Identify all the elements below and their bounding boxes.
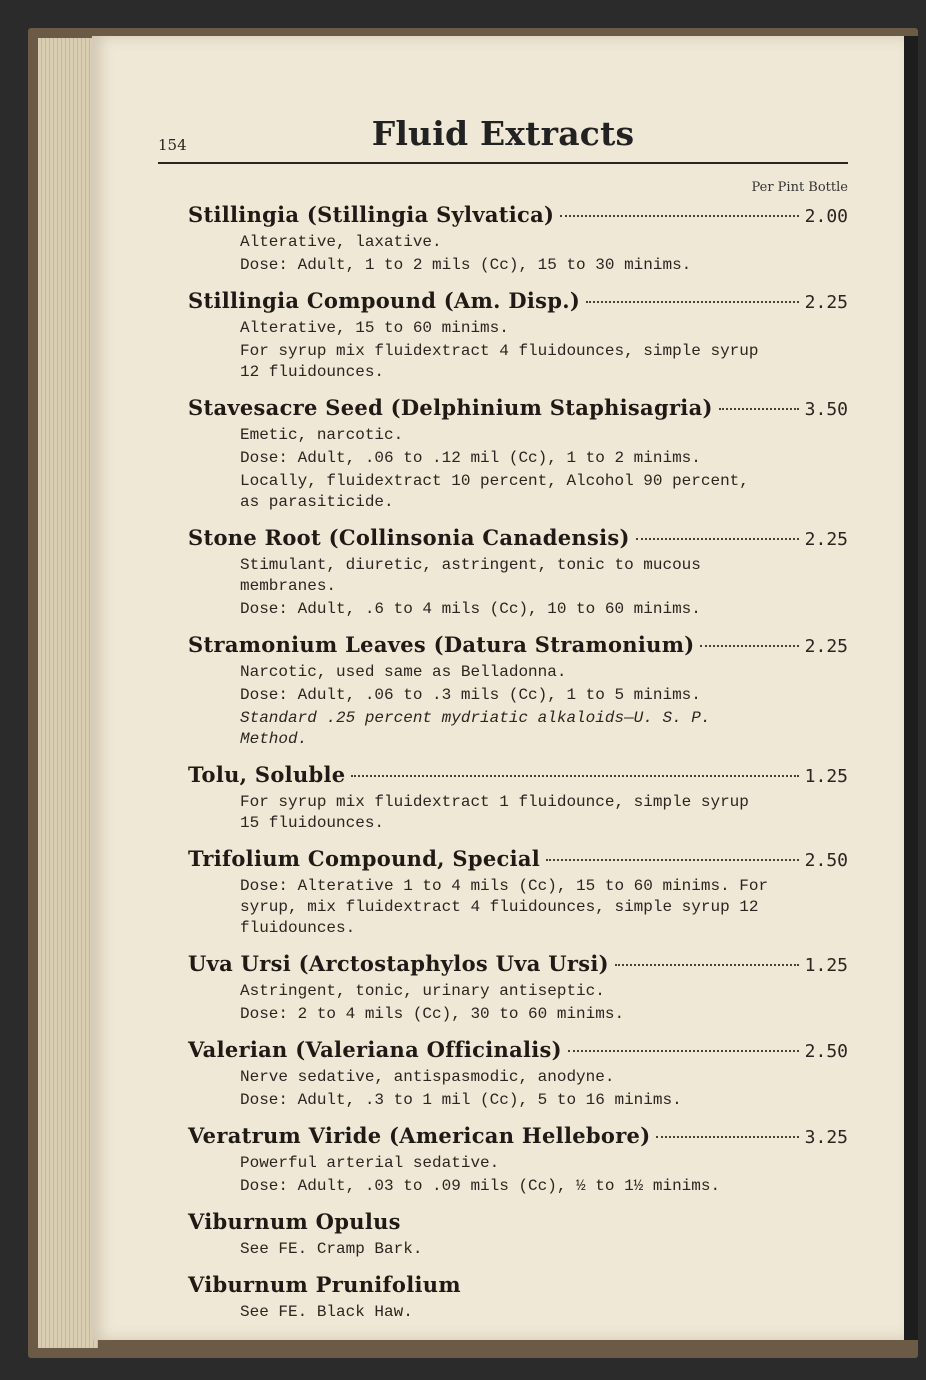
- leader-dots: [719, 408, 799, 410]
- description-line: Astringent, tonic, urinary antiseptic.: [240, 982, 605, 1000]
- entry-price: 2.00: [804, 206, 848, 227]
- description-line: For syrup mix fluidextract 4 fluidounces, simple syrup 12 fluidounces.: [240, 342, 759, 381]
- entry-price: 2.25: [804, 292, 848, 313]
- leader-dots: [700, 645, 798, 647]
- description-line: Emetic, narcotic.: [240, 426, 404, 444]
- entry-name: Viburnum Opulus: [188, 1209, 401, 1234]
- entry-price: 3.50: [804, 399, 848, 420]
- description-line: Dose: Adult, .06 to .12 mil (Cc), 1 to 2 minims.: [240, 449, 701, 467]
- entry-description: [240, 792, 776, 834]
- entry-description: [240, 555, 776, 620]
- entry: [188, 846, 848, 939]
- description-line: Dose: Adult, .03 to .09 mils (Cc), ½ to 1½ minims.: [240, 1177, 721, 1195]
- description-line: Narcotic, used same as Belladonna.: [240, 663, 567, 681]
- entry-name: Tolu, Soluble: [188, 762, 346, 787]
- entry-description: [240, 876, 776, 939]
- leader-dots: [546, 859, 799, 861]
- entry-name: Stavesacre Seed (Delphinium Staphisagria): [188, 395, 713, 420]
- entry-heading: [188, 632, 848, 662]
- entry: [188, 762, 848, 834]
- entry: [188, 288, 848, 383]
- entry-description: [240, 1067, 776, 1111]
- description-line: Dose: 2 to 4 mils (Cc), 30 to 60 minims.: [240, 1005, 625, 1023]
- entry-name: Viburnum Prunifolium: [188, 1272, 461, 1297]
- entry: [188, 1123, 848, 1197]
- leader-dots: [615, 964, 799, 966]
- description-line: Dose: Adult, .6 to 4 mils (Cc), 10 to 60 minims.: [240, 600, 701, 618]
- entry-price: 2.50: [804, 850, 848, 871]
- leader-dots: [560, 215, 798, 217]
- description-italic-line: Standard .25 percent mydriatic alkaloids—U. S. P. Method.: [240, 709, 711, 748]
- entry: [188, 951, 848, 1025]
- entry-heading: [188, 288, 848, 318]
- page-title: Fluid Extracts: [371, 114, 635, 153]
- leader-dots: [586, 301, 799, 303]
- entry-heading: [188, 951, 848, 981]
- page-number: 154: [158, 136, 187, 154]
- entry: [188, 632, 848, 750]
- entry-description: [240, 1239, 776, 1260]
- entry-heading: [188, 395, 848, 425]
- entry-price: 2.25: [804, 636, 848, 657]
- entry-description: [240, 1153, 776, 1197]
- entry-heading: [188, 1272, 848, 1302]
- description-line: Locally, fluidextract 10 percent, Alcohol 90 percent, as parasiticide.: [240, 472, 749, 511]
- entry-heading: [188, 1209, 848, 1239]
- leader-dots: [351, 775, 798, 777]
- entry-heading: [188, 525, 848, 555]
- right-shadow-edge: [904, 36, 918, 1340]
- description-line: See FE. Black Haw.: [240, 1303, 413, 1321]
- entry-price: 1.25: [804, 766, 848, 787]
- description-line: Nerve sedative, antispasmodic, anodyne.: [240, 1068, 615, 1086]
- description-line: Alterative, laxative.: [240, 233, 442, 251]
- description-line: Stimulant, diuretic, astringent, tonic to mucous membranes.: [240, 556, 701, 595]
- entry: [188, 525, 848, 620]
- entry: [188, 1209, 848, 1260]
- entry-name: Stramonium Leaves (Datura Stramonium): [188, 632, 695, 657]
- description-line: Dose: Adult, 1 to 2 mils (Cc), 15 to 30 minims.: [240, 256, 692, 274]
- entry-list: [188, 202, 848, 1335]
- price-column-caption: Per Pint Bottle: [751, 180, 848, 195]
- entry-price: 3.25: [804, 1127, 848, 1148]
- entry-name: Stillingia (Stillingia Sylvatica): [188, 202, 555, 227]
- entry-description: [240, 425, 776, 513]
- entry: [188, 1037, 848, 1111]
- page-stack-edge: [38, 38, 98, 1348]
- entry-price: 2.25: [804, 529, 848, 550]
- description-line: Alterative, 15 to 60 minims.: [240, 319, 509, 337]
- entry-heading: [188, 1123, 848, 1153]
- entry: [188, 202, 848, 276]
- entry-name: Trifolium Compound, Special: [188, 846, 541, 871]
- entry-heading: [188, 762, 848, 792]
- entry-description: [240, 232, 776, 276]
- entry-description: [240, 318, 776, 383]
- page-header: [158, 110, 848, 164]
- description-line: See FE. Cramp Bark.: [240, 1240, 423, 1258]
- leader-dots: [568, 1050, 799, 1052]
- entry-price: 2.50: [804, 1041, 848, 1062]
- entry-description: [240, 1302, 776, 1323]
- description-line: Powerful arterial sedative.: [240, 1154, 500, 1172]
- entry-heading: [188, 1037, 848, 1067]
- entry: [188, 395, 848, 513]
- description-line: Dose: Adult, .3 to 1 mil (Cc), 5 to 16 minims.: [240, 1091, 682, 1109]
- description-line: Dose: Alterative 1 to 4 mils (Cc), 15 to 60 minims. For syrup, mix fluidextract 4 fluidounces, simple syrup 12 fluidounces.: [240, 877, 769, 937]
- entry-heading: [188, 202, 848, 232]
- entry-description: [240, 981, 776, 1025]
- entry-name: Valerian (Valeriana Officinalis): [188, 1037, 562, 1062]
- description-line: Dose: Adult, .06 to .3 mils (Cc), 1 to 5 minims.: [240, 686, 701, 704]
- entry-heading: [188, 846, 848, 876]
- entry: [188, 1272, 848, 1323]
- entry-name: Veratrum Viride (American Hellebore): [188, 1123, 651, 1148]
- entry-name: Uva Ursi (Arctostaphylos Uva Ursi): [188, 951, 609, 976]
- leader-dots: [656, 1136, 798, 1138]
- entry-name: Stillingia Compound (Am. Disp.): [188, 288, 581, 313]
- leader-dots: [636, 538, 799, 540]
- entry-description: [240, 662, 776, 750]
- entry-price: 1.25: [804, 955, 848, 976]
- description-line: For syrup mix fluidextract 1 fluidounce, simple syrup 15 fluidounces.: [240, 793, 749, 832]
- entry-name: Stone Root (Collinsonia Canadensis): [188, 525, 630, 550]
